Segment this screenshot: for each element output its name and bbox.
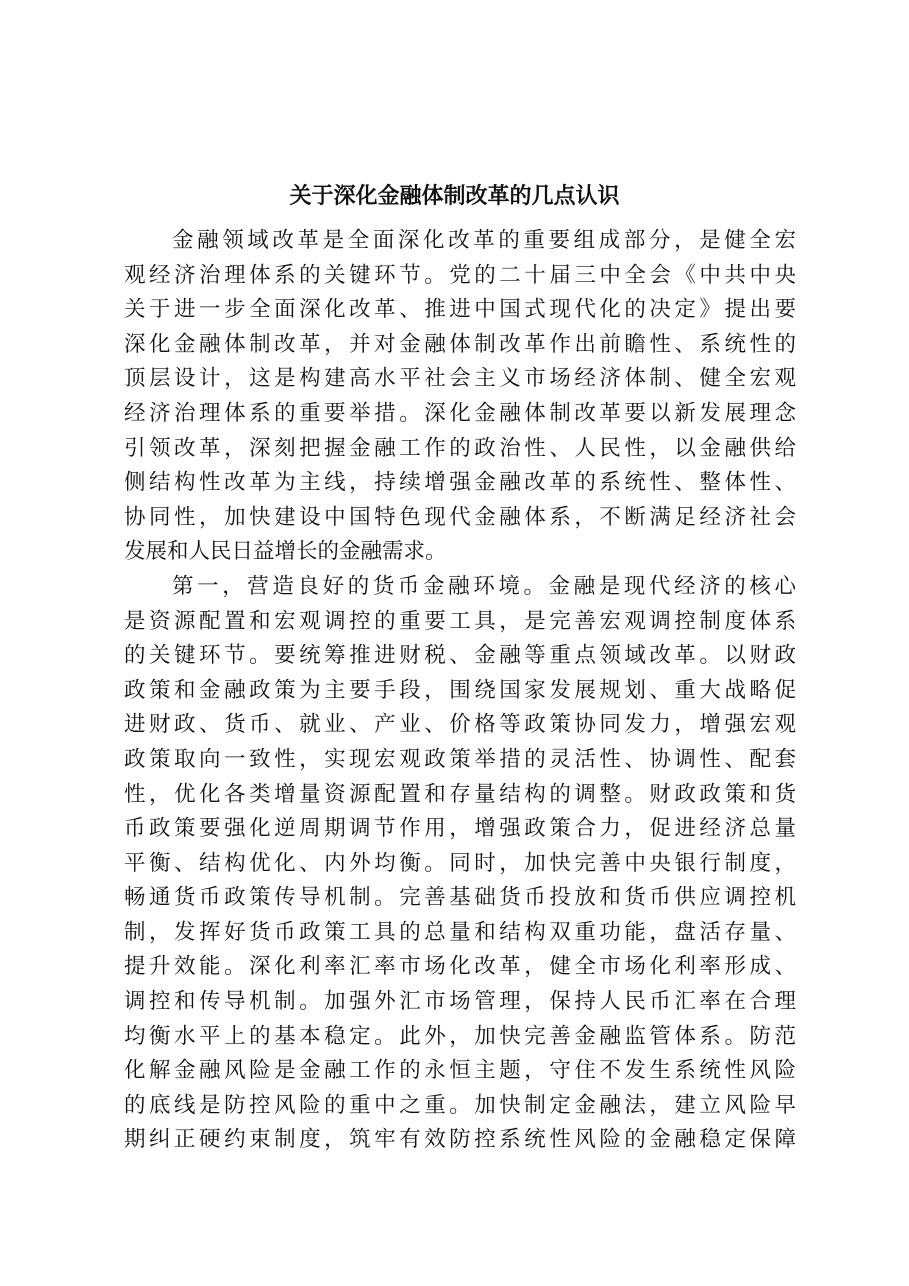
text-line: 关于进一步全面深化改革、推进中国式现代化的决定》提出要 [124,297,796,323]
text-line: 币政策要强化逆周期调节作用，增强政策合力，促进经济总量 [124,816,796,842]
text-line: 制，发挥好货币政策工具的总量和结构双重功能，盘活存量、 [124,919,796,945]
text-line: 化解金融风险是金融工作的永恒主题，守住不发生系统性风险 [124,1058,796,1084]
text-line: 经济治理体系的重要举措。深化金融体制改革要以新发展理念 [124,400,796,426]
document-body [124,224,796,1158]
text-line: 期纠正硬约束制度，筑牢有效防控系统性风险的金融稳定保障 [124,1127,796,1153]
paragraph [124,224,796,570]
text-line: 发展和人民日益增长的金融需求。 [124,539,447,565]
text-line: 调控和传导机制。加强外汇市场管理，保持人民币汇率在合理 [124,989,796,1015]
text-line: 提升效能。深化利率汇率市场化改革，健全市场化利率形成、 [124,954,796,980]
text-line: 畅通货币政策传导机制。完善基础货币投放和货币供应调控机 [124,885,796,911]
paragraph [124,570,796,1158]
text-line: 政策取向一致性，实现宏观政策举措的灵活性、协调性、配套 [124,746,796,772]
text-line: 的关键环节。要统筹推进财税、金融等重点领域改革。以财政 [124,643,796,669]
text-line: 深化金融体制改革，并对金融体制改革作出前瞻性、系统性的 [124,331,796,357]
text-line: 引领改革，深刻把握金融工作的政治性、人民性，以金融供给 [124,435,796,461]
text-line: 观经济治理体系的关键环节。党的二十届三中全会《中共中央 [124,262,796,288]
text-line: 均衡水平上的基本稳定。此外，加快完善金融监管体系。防范 [124,1023,796,1049]
text-line: 侧结构性改革为主线，持续增强金融改革的系统性、整体性、 [124,470,796,496]
text-line: 顶层设计，这是构建高水平社会主义市场经济体制、健全宏观 [124,366,796,392]
document-title: 关于深化金融体制改革的几点认识 [289,183,620,209]
text-line: 性，优化各类增量资源配置和存量结构的调整。财政政策和货 [124,781,796,807]
text-line: 是资源配置和宏观调控的重要工具，是完善宏观调控制度体系 [124,608,796,634]
text-line: 的底线是防控风险的重中之重。加快制定金融法，建立风险早 [124,1092,796,1118]
text-line: 第一，营造良好的货币金融环境。金融是现代经济的核心 [172,573,796,599]
text-line: 政策和金融政策为主要手段，围绕国家发展规划、重大战略促 [124,677,796,703]
text-line: 金融领域改革是全面深化改革的重要组成部分，是健全宏 [172,228,796,253]
text-line: 协同性，加快建设中国特色现代金融体系，不断满足经济社会 [124,504,796,530]
text-line: 平衡、结构优化、内外均衡。同时，加快完善中央银行制度， [124,850,796,876]
text-line: 进财政、货币、就业、产业、价格等政策协同发力，增强宏观 [124,712,796,738]
